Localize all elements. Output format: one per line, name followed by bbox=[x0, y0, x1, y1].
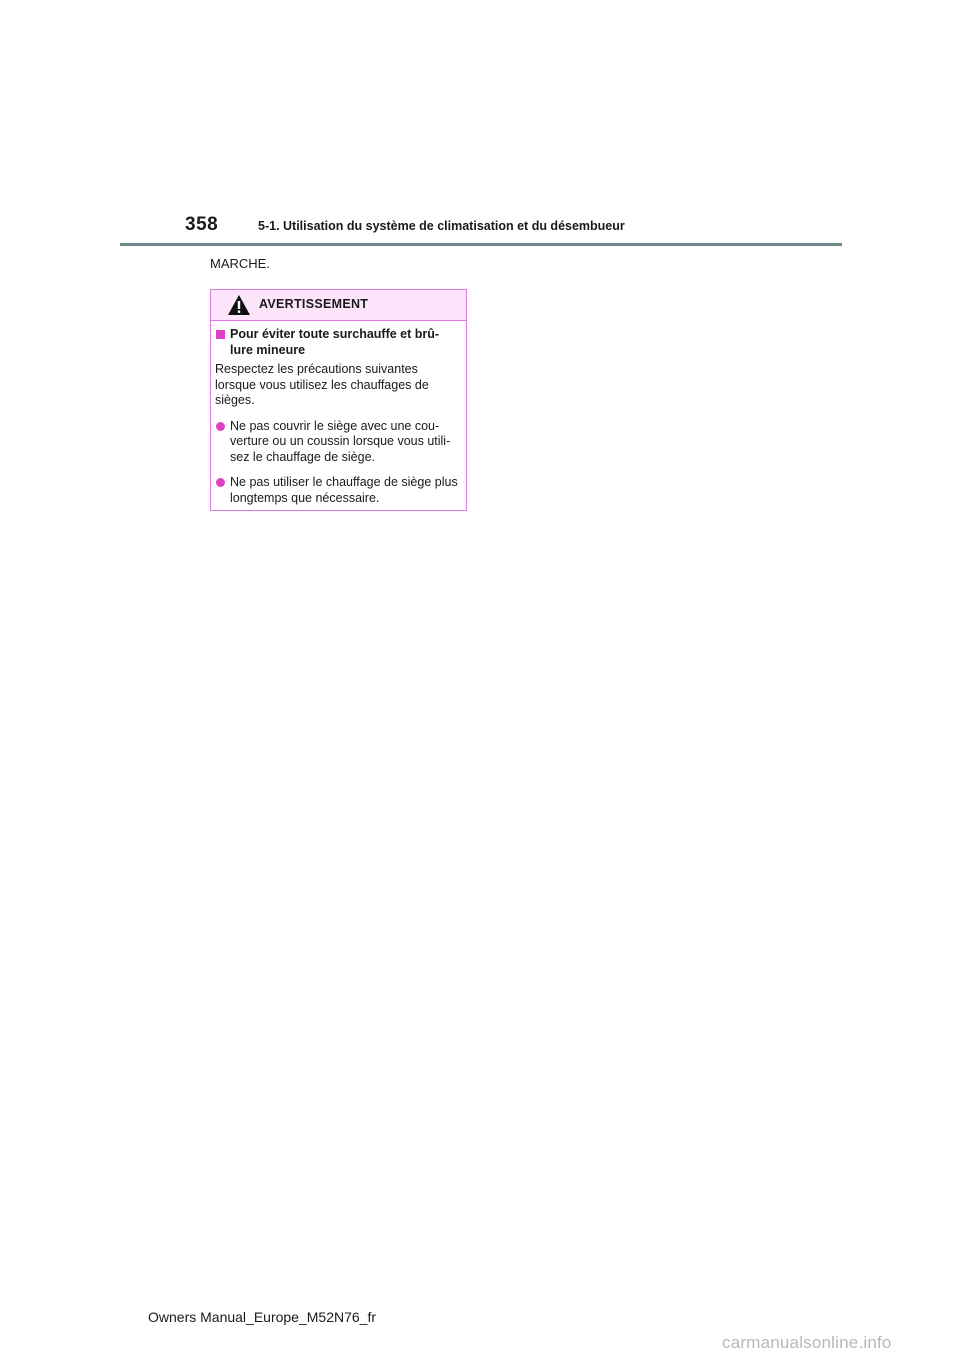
warning-intro: Respectez les précautions suivantes lorsque vous utilisez les chauffages de sièges. bbox=[215, 362, 429, 407]
warning-subheading bbox=[215, 327, 460, 358]
warning-title: AVERTISSEMENT bbox=[259, 297, 369, 311]
warning-content bbox=[211, 321, 466, 506]
header-rule bbox=[120, 243, 842, 246]
list-item-text: Ne pas utiliser le chauffage de siège plus longtemps que nécessaire. bbox=[230, 475, 458, 505]
warning-triangle-icon bbox=[227, 294, 251, 316]
body-text: MARCHE. bbox=[210, 256, 270, 271]
list-item bbox=[215, 419, 460, 466]
page-number: 358 bbox=[185, 214, 219, 235]
circle-bullet-icon bbox=[216, 422, 225, 431]
subheading-text: Pour éviter toute surchauffe et brû-lure mineure bbox=[230, 327, 440, 357]
circle-bullet-icon bbox=[216, 478, 225, 487]
list-item bbox=[215, 475, 460, 506]
watermark: carmanualsonline.info bbox=[722, 1333, 892, 1352]
list-item-text: Ne pas couvrir le siège avec une cou-verture ou un coussin lorsque vous utili-sez le chauffage de siège. bbox=[230, 418, 451, 464]
square-bullet-icon bbox=[216, 330, 225, 339]
footer-text: Owners Manual_Europe_M52N76_fr bbox=[148, 1309, 377, 1325]
section-title: 5-1. Utilisation du système de climatisation et du désembueur bbox=[258, 219, 625, 233]
warning-box bbox=[210, 289, 467, 511]
warning-header bbox=[211, 290, 466, 321]
